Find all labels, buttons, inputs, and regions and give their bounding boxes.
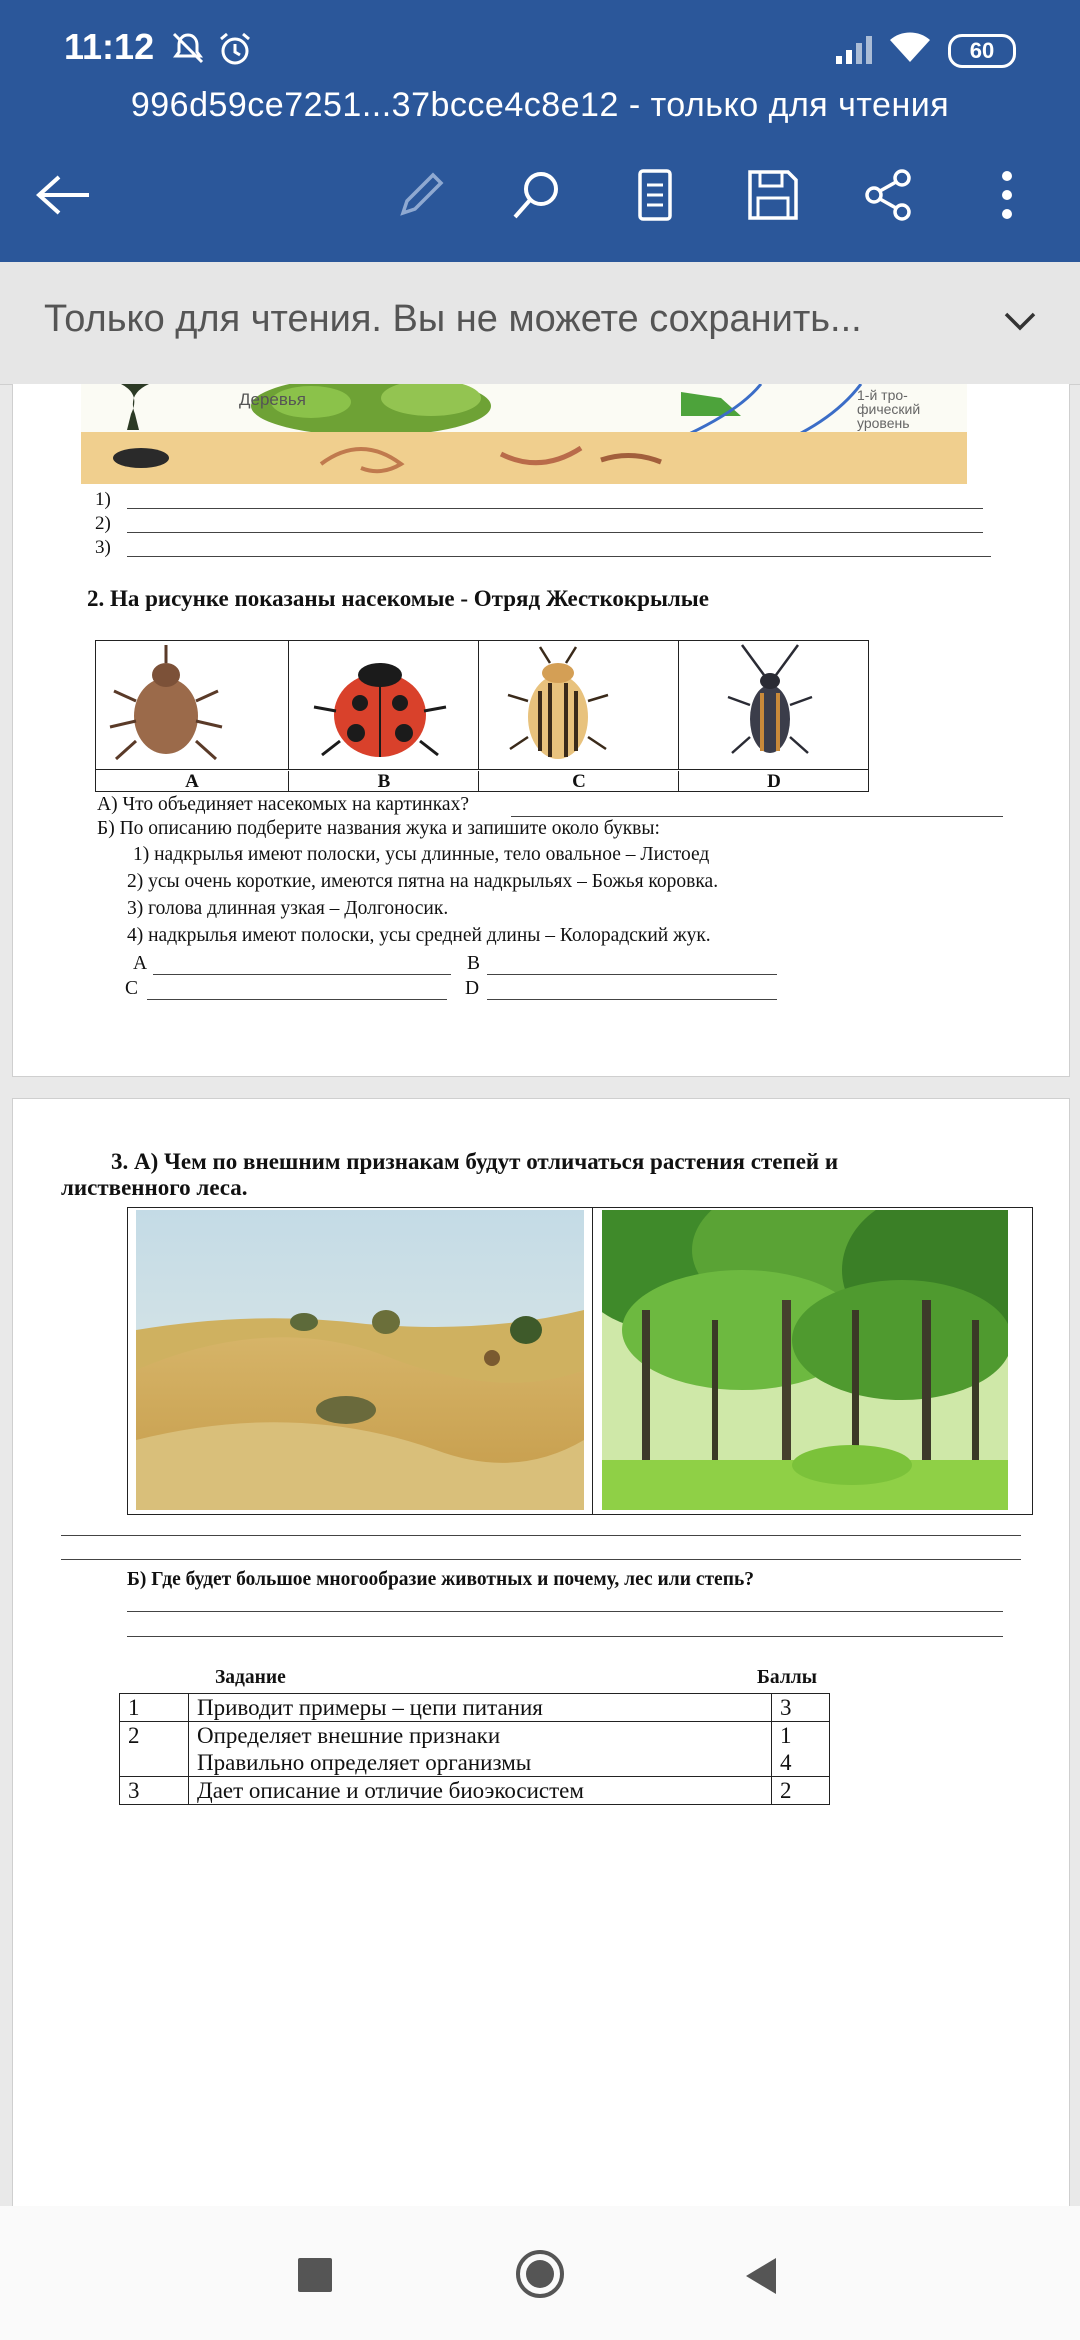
colorado-beetle-icon: [478, 641, 678, 769]
table-row: [120, 1694, 830, 1722]
leaf-beetle-icon: [678, 641, 868, 769]
reading-view-button[interactable]: [620, 160, 690, 230]
diagram-label-trees: Деревья: [239, 390, 306, 409]
description-3: 3) голова длинная узкая – Долгоносик.: [127, 898, 449, 919]
save-button[interactable]: [738, 160, 808, 230]
description-4: 4) надкрылья имеют полоски, усы средней длины – Колорадский жук.: [127, 925, 711, 946]
task2-title: 2. На рисунке показаны насекомые - Отряд Жесткокрылые: [87, 586, 709, 611]
alarm-off-icon: [170, 30, 206, 71]
weevil-icon: [96, 641, 288, 769]
score-row-2b-text: Правильно определяет организмы: [189, 1749, 772, 1777]
battery-indicator: 60: [948, 34, 1016, 68]
insect-letter-a: A: [185, 771, 199, 792]
description-2: 2) усы очень короткие, имеются пятна на надкрыльях – Божья коровка.: [127, 871, 719, 892]
table-row: [120, 1749, 830, 1777]
insect-letter-c: C: [478, 771, 679, 792]
table-row: [120, 1722, 830, 1750]
photos-table: [127, 1207, 1033, 1515]
task3-title-line2: лиственного леса.: [61, 1175, 248, 1200]
food-chain-diagram: [81, 384, 967, 484]
score-row-1-num: 1: [120, 1694, 189, 1722]
answer-label-c: C: [125, 978, 139, 999]
score-row-1-points: 3: [772, 1694, 830, 1722]
forest-photo: [602, 1210, 1008, 1510]
numbered-line-1-label: 1): [95, 489, 111, 510]
score-row-3-text: Дает описание и отличие биоэкосистем: [189, 1777, 772, 1805]
insects-table: [95, 640, 869, 792]
score-row-2b-points: 4: [772, 1749, 830, 1777]
search-button[interactable]: [502, 160, 572, 230]
answer-label-d: D: [465, 978, 480, 999]
question-a-answer-line: [511, 816, 1003, 817]
signal-icon: [834, 34, 876, 69]
answer-line-3: [127, 556, 991, 557]
insect-cell-c: [478, 641, 679, 769]
score-row-2-text: Определяет внешние признаки: [189, 1722, 772, 1750]
share-button[interactable]: [854, 160, 924, 230]
table-row: [120, 1777, 830, 1805]
answer-line-3b-1: [127, 1611, 1003, 1612]
answer-line-d: [487, 999, 777, 1000]
insect-letter-d: D: [678, 771, 869, 792]
score-header-points: Баллы: [757, 1667, 817, 1688]
description-1: 1) надкрылья имеют полоски, усы длинные, тело овальное – Листоед: [133, 844, 710, 865]
more-options-button[interactable]: [972, 160, 1042, 230]
insect-letters-row: [96, 769, 868, 792]
wifi-icon: [888, 30, 932, 69]
insect-cell-a: [96, 641, 289, 769]
edit-pencil-button[interactable]: [386, 160, 456, 230]
answer-line-c: [147, 999, 447, 1000]
question-a: А) Что объединяет насекомых на картинках?: [97, 794, 469, 815]
score-row-2b-num: [120, 1749, 189, 1777]
answer-line-2: [127, 532, 983, 533]
score-row-3-num: 3: [120, 1777, 189, 1805]
recents-button[interactable]: [298, 2258, 332, 2292]
document-page-2: [12, 1098, 1070, 2208]
score-header-task: Задание: [215, 1667, 286, 1688]
infobar-message: Только для чтения. Вы не можете сохранить...: [44, 298, 862, 340]
document-page-1: [12, 384, 1070, 1077]
score-row-2-num: 2: [120, 1722, 189, 1750]
chevron-down-icon[interactable]: [1000, 302, 1040, 347]
read-only-infobar[interactable]: [0, 262, 1080, 385]
system-nav-bar: [0, 2206, 1080, 2340]
score-row-2-points: 1: [772, 1722, 830, 1750]
app-bar: [0, 0, 1080, 262]
diagram-label-trophic: 1-й тро- фический уровень: [857, 387, 921, 431]
status-time: 11:12: [64, 26, 155, 67]
ladybug-icon: [288, 641, 478, 769]
back-nav-button[interactable]: [742, 2256, 782, 2296]
insect-cell-d: [678, 641, 868, 769]
answer-line-1: [127, 508, 983, 509]
document-title: 996d59ce7251...37bcce4c8e12 - только для чтения: [130, 86, 950, 124]
answer-line-3a-1: [61, 1535, 1021, 1536]
score-row-1-text: Приводит примеры – цепи питания: [189, 1694, 772, 1722]
score-table: [119, 1693, 830, 1805]
question-3b: Б) Где будет большое многообразие животных и почему, лес или степь?: [127, 1569, 754, 1590]
answer-label-b: B: [467, 953, 481, 974]
insect-cell-b: [288, 641, 479, 769]
numbered-line-2-label: 2): [95, 513, 111, 534]
task3-title-line1: 3. А) Чем по внешним признакам будут отличаться растения степей и: [111, 1149, 839, 1174]
alarm-clock-icon: [216, 30, 254, 73]
answer-line-b: [487, 974, 777, 975]
answer-line-a: [153, 974, 451, 975]
insect-letter-b: B: [288, 771, 479, 792]
home-button[interactable]: [514, 2248, 566, 2300]
answer-line-3b-2: [127, 1636, 1003, 1637]
back-button[interactable]: [28, 160, 98, 230]
answer-label-a: A: [133, 953, 148, 974]
score-row-3-points: 2: [772, 1777, 830, 1805]
status-bar: [0, 0, 1080, 100]
steppe-photo: [136, 1210, 584, 1510]
answer-line-3a-2: [61, 1559, 1021, 1560]
question-b: Б) По описанию подберите названия жука и запишите около буквы:: [97, 818, 660, 839]
numbered-line-3-label: 3): [95, 537, 111, 558]
